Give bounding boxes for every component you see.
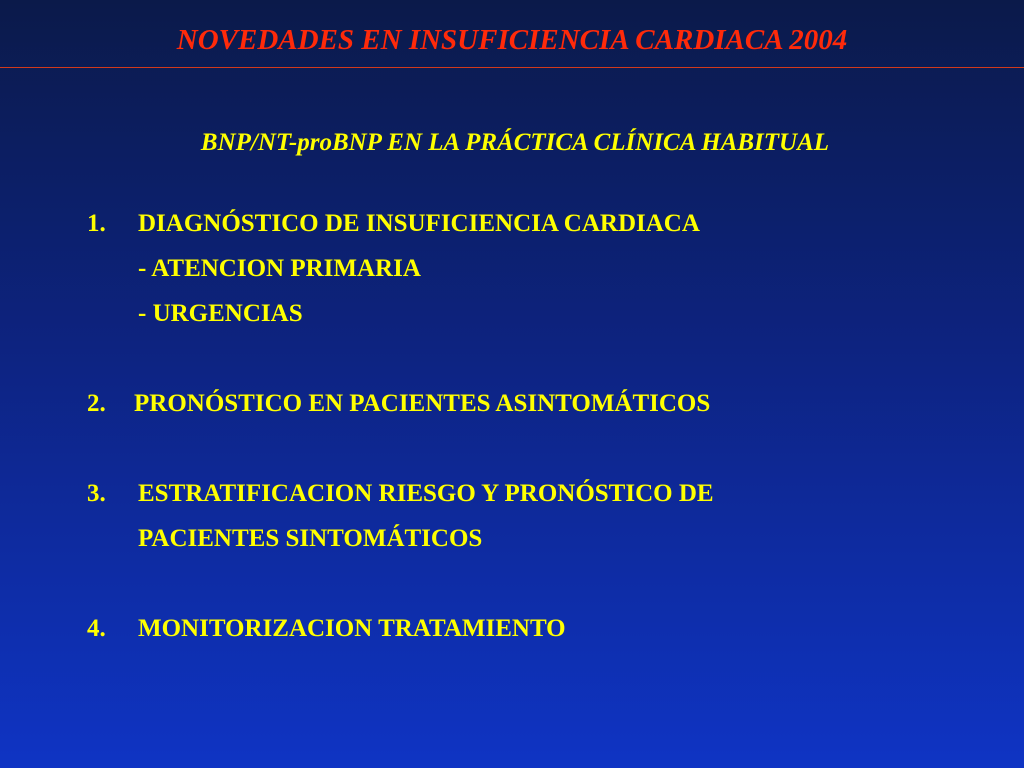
list-item-number: 4. [87, 615, 106, 642]
title-divider [0, 67, 1024, 68]
slide-subtitle: BNP/NT-proBNP EN LA PRÁCTICA CLÍNICA HABITUAL [200, 129, 830, 156]
list-item-text: ESTRATIFICACION RIESGO Y PRONÓSTICO DE [138, 480, 714, 507]
slide-title: NOVEDADES EN INSUFICIENCIA CARDIACA 2004 [176, 24, 848, 56]
list-item-number: 2. [87, 390, 106, 417]
list-item-text: DIAGNÓSTICO DE INSUFICIENCIA CARDIACA [138, 210, 700, 237]
list-item-number: 3. [87, 480, 106, 507]
list-item-text: MONITORIZACION TRATAMIENTO [138, 615, 566, 642]
list-item-subpoint: - ATENCION PRIMARIA [138, 255, 421, 282]
list-item-subpoint: - URGENCIAS [138, 300, 303, 327]
list-item-text-continued: PACIENTES SINTOMÁTICOS [138, 525, 483, 552]
list-item-number: 1. [87, 210, 106, 237]
list-item-text: PRONÓSTICO EN PACIENTES ASINTOMÁTICOS [134, 390, 711, 417]
